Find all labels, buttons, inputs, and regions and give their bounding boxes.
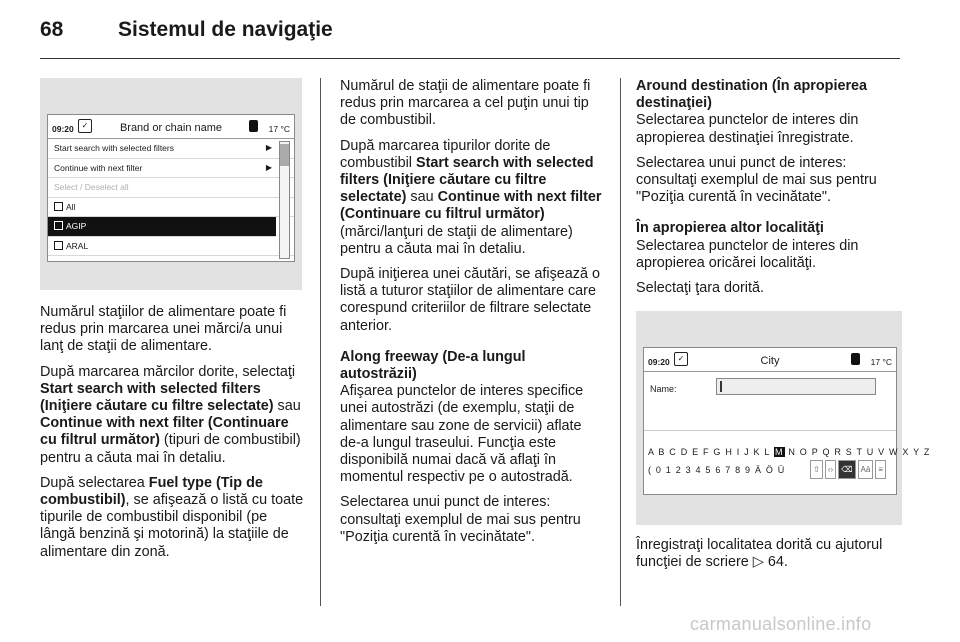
chevron-right-icon: ▶ <box>265 162 272 172</box>
paragraph: Afişarea punctelor de interes specifice unei autostrăzi (de exemplu, staţii de alimentare sau zone de servicii) aflate de-a lungul traseului. Funcţia este disponibilă numai dacă vă aflaţi în momentul respectiv pe o autostradă. <box>340 383 584 486</box>
city-entry-screenshot <box>636 311 931 525</box>
clock-time: 09:20 <box>648 357 670 368</box>
paragraph: Selectarea punctelor de interes din apropierea destinaţiei înregistrate. <box>636 112 859 146</box>
paragraph <box>636 537 902 571</box>
scrollbar-thumb[interactable] <box>280 144 289 166</box>
text: Înregistraţi localitatea dorită cu ajutorul funcţiei de scriere <box>636 537 883 571</box>
thermometer-icon <box>249 120 258 132</box>
checkbox-icon <box>54 241 63 250</box>
menu-item-label: Continue with next filter <box>54 162 143 173</box>
paragraph <box>40 364 304 467</box>
text: După marcarea mărcilor dorite, selectaţi <box>40 363 296 380</box>
page-title: Sistemul de navigaţie <box>118 18 333 41</box>
infotainment-screen <box>47 114 295 262</box>
section-heading: Around destination (În apropierea destinaţiei) <box>636 78 868 112</box>
paragraph: Numărul staţiilor de alimentare poate fi redus prin marcarea unei mărci/a unui lanţ de staţii de alimentare. <box>40 304 287 355</box>
text: (tipuri de combustibil) pentru a căuta mai în detaliu. <box>40 432 301 466</box>
bold-text: Fuel type (Tip de combustibil) <box>40 474 263 509</box>
text: (mărci/lanţuri de staţii de alimentare) pentru a căuta mai în detaliu. <box>340 223 573 257</box>
chevron-right-icon: ▶ <box>265 143 272 152</box>
bold-text: Start search with selected filters (Iniţiere căutare cu filtre selectate) <box>340 154 594 206</box>
text: , se afişează o listă cu toate tipurile de combustibil disponibil (pe lângă benzină şi motorină) la staţiile de alimentare din zonă. <box>40 492 304 560</box>
clock-time: 09:20 <box>52 124 74 134</box>
keyboard-controls <box>808 460 886 479</box>
selected-key[interactable]: M <box>775 447 784 458</box>
navigation-icon: ✓ <box>78 119 92 133</box>
brand-chain-screenshot <box>40 78 302 290</box>
paragraph: Selectaţi ţara dorită. <box>636 280 764 297</box>
bold-text: Start search with selected filters (Iniţiere căutare cu filtre selectate) <box>40 380 274 415</box>
text: sau <box>406 189 438 206</box>
menu-item-all[interactable] <box>48 198 294 218</box>
menu-icon[interactable]: ≡ <box>875 460 886 479</box>
page-ref-triangle-icon: ▷ <box>752 554 764 571</box>
shift-icon[interactable]: ⇧ <box>810 460 823 479</box>
case-toggle-icon[interactable]: Aä <box>858 460 874 479</box>
menu-item-start-search[interactable] <box>48 139 294 159</box>
header-divider <box>40 58 900 59</box>
menu-item-label: ARAL <box>66 240 89 251</box>
page-header <box>40 14 900 50</box>
page-reference[interactable]: 64 <box>767 554 784 571</box>
paragraph: Selectarea unui punct de interes: consultaţi exemplul de mai sus pentru "Poziţia curentă în vecinătate". <box>340 494 581 545</box>
page-number: 68 <box>40 18 64 41</box>
scrollbar[interactable] <box>279 141 290 259</box>
text: sau <box>273 398 301 415</box>
paragraph: Selectarea unui punct de interes: consultaţi exemplul de mai sus pentru "Poziţia curentă în vecinătate". <box>636 154 877 206</box>
keys-text: ( 0 1 2 3 4 5 6 7 8 9 Ä Ö Ü <box>648 465 786 476</box>
keyboard-row-digits[interactable] <box>648 462 785 479</box>
text: . <box>783 554 788 571</box>
screen-status-bar <box>48 115 294 139</box>
column-divider <box>620 78 621 606</box>
paragraph: Selectarea punctelor de interes din apropierea oricărei localităţi. <box>636 237 859 271</box>
bold-text: Continue with next filter (Continuare cu filtrul următor) <box>40 415 289 449</box>
screen-status-bar <box>644 348 896 372</box>
keyboard-row-letters[interactable] <box>648 444 931 461</box>
checkbox-checked-icon <box>54 221 63 230</box>
section-heading: Along freeway (De-a lungul autostrăzii) <box>340 348 526 383</box>
arrows-icon[interactable]: ‹› <box>825 460 836 479</box>
column-1 <box>40 78 304 569</box>
column-divider <box>320 78 321 606</box>
keyboard-divider <box>644 430 896 431</box>
watermark: carmanualsonline.info <box>690 614 872 634</box>
section-heading: În apropierea altor localităţi <box>636 220 824 237</box>
outside-temperature: 17 °C <box>268 124 290 134</box>
paragraph: După iniţierea unei căutări, se afişează o listă a tuturor staţiilor de alimentare care corespund criteriilor de filtrare selectate anterior. <box>340 266 600 334</box>
screen-title: Brand or chain name <box>119 122 223 134</box>
keys-text: A B C D E F G H I J K L <box>648 447 771 458</box>
text-cursor <box>720 381 722 392</box>
outside-temperature: 17 °C <box>870 357 892 368</box>
menu-item-continue-filter[interactable] <box>48 159 294 179</box>
screen-title: City <box>760 355 780 368</box>
bold-text: Continue with next filter (Continuare cu filtrul următor) <box>340 189 602 223</box>
paragraph: Numărul de staţii de alimentare poate fi redus prin marcarea a cel puţin unui tip de combustibil. <box>340 78 591 129</box>
keys-text: N O P Q R S T U V W X Y Z <box>788 447 931 458</box>
name-input[interactable] <box>716 378 876 395</box>
paragraph <box>340 138 604 258</box>
menu-item-aral[interactable] <box>48 237 294 257</box>
thermometer-icon <box>851 353 860 365</box>
menu-item-agip[interactable] <box>48 217 276 237</box>
paragraph <box>40 475 304 561</box>
infotainment-screen <box>643 347 931 495</box>
menu-item-label: Select / Deselect all <box>54 182 129 192</box>
text: După selectarea <box>40 474 149 491</box>
text: După marcarea tipurilor dorite de combustibil <box>340 137 551 171</box>
navigation-icon: ✓ <box>674 352 688 366</box>
name-label: Name: <box>650 384 677 395</box>
column-2 <box>340 78 604 554</box>
checkbox-icon <box>54 202 63 211</box>
column-3 <box>636 78 931 580</box>
delete-icon[interactable]: ⌫ <box>838 460 855 479</box>
menu-item-select-deselect-all[interactable] <box>48 178 294 198</box>
menu-item-label: AGIP <box>66 221 87 231</box>
menu-item-label: All <box>66 201 76 212</box>
menu-item-label: Start search with selected filters <box>54 143 174 153</box>
